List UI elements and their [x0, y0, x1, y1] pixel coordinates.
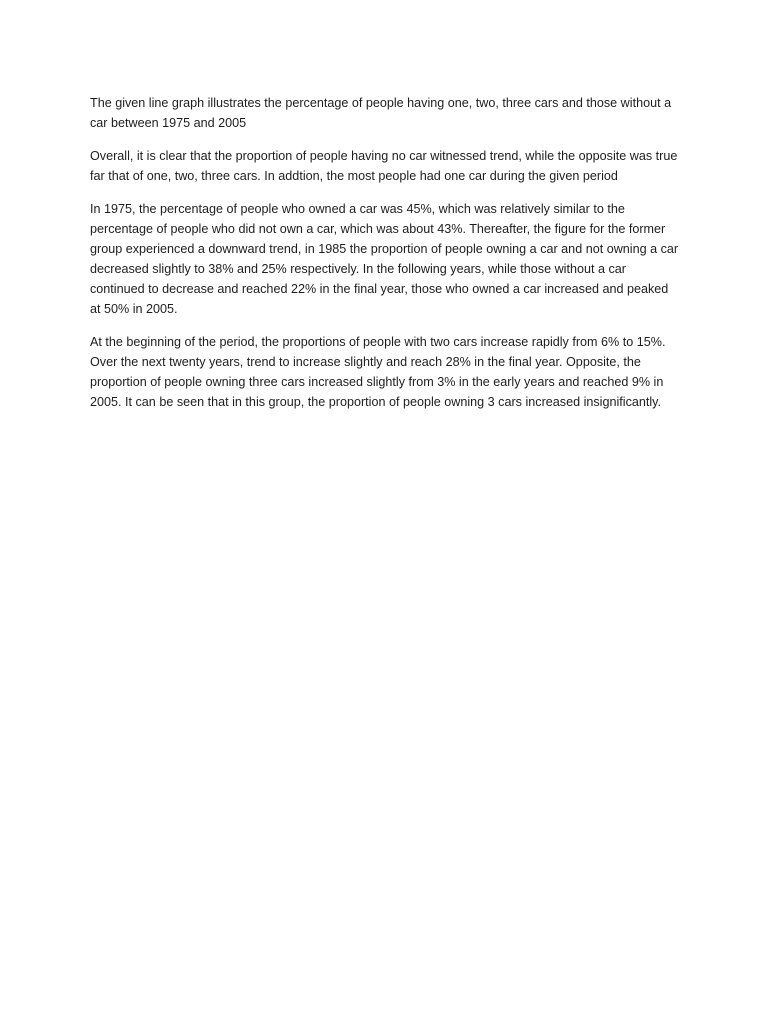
document-body — [90, 93, 682, 425]
paragraph-one-car-and-no-car: In 1975, the percentage of people who owned a car was 45%, which was relatively similar to the percentage of people who did not own a car, which was about 43%. Thereafter, the figure for the former group experienced a downward trend, in 1985 the proportion of people owning a car and not owning a car decreased slightly to 38% and 25% respectively. In the following years, while those without a car continued to decrease and reached 22% in the final year, those who owned a car increased and peaked at 50% in 2005. — [90, 202, 679, 316]
paragraph-intro: The given line graph illustrates the percentage of people having one, two, three cars and those without a car between 1975 and 2005 — [90, 96, 672, 130]
paragraph-two-and-three-cars: At the beginning of the period, the proportions of people with two cars increase rapidly from 6% to 15%. Over the next twenty years, trend to increase slightly and reach 28% in the final year. Opposite, the proportion of people owning three cars increased slightly from 3% in the early years and reached 9% in 2005. It can be seen that in this group, the proportion of people owning 3 cars increased insignificantly. — [90, 335, 666, 409]
paragraph-overview: Overall, it is clear that the proportion of people having no car witnessed trend, while the opposite was true far that of one, two, three cars. In addtion, the most people had one car during the given period — [90, 149, 678, 183]
